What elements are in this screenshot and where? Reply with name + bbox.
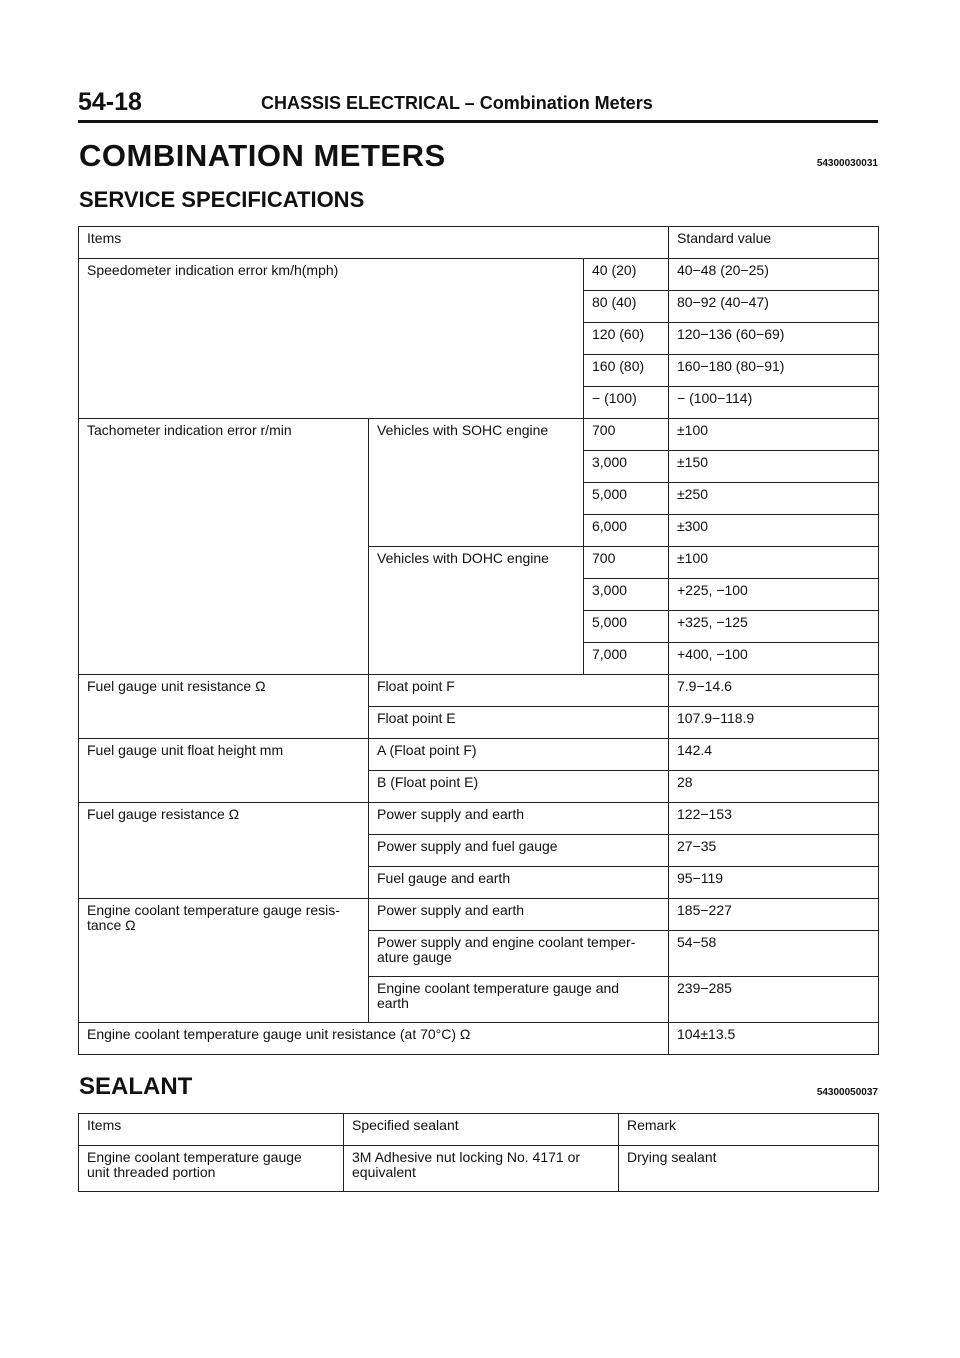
spec-standard-value: 185−227 (669, 899, 879, 931)
spec-standard-value: ±100 (669, 547, 879, 579)
sealant-col-specified: Specified sealant (344, 1114, 619, 1146)
spec-table-body (79, 227, 879, 1055)
spec-row (79, 419, 879, 451)
spec-item: Fuel gauge unit resistance Ω (79, 675, 369, 739)
spec-standard-value: 80−92 (40−47) (669, 291, 879, 323)
sealant-table-body (79, 1114, 879, 1192)
spec-reading: − (100) (584, 387, 669, 419)
spec-item: Speedometer indication error km/h(mph) (79, 259, 584, 419)
spec-standard-value: − (100−114) (669, 387, 879, 419)
spec-reading: 120 (60) (584, 323, 669, 355)
spec-condition: B (Float point E) (369, 771, 669, 803)
spec-standard-value: 104±13.5 (669, 1023, 879, 1055)
spec-item: Fuel gauge unit float height mm (79, 739, 369, 803)
spec-standard-value: 40−48 (20−25) (669, 259, 879, 291)
spec-condition: Vehicles with DOHC engine (369, 547, 584, 675)
sealant-ref-code: 54300050037 (816, 1087, 878, 1098)
spec-item: Tachometer indication error r/min (79, 419, 369, 675)
spec-reading: 6,000 (584, 515, 669, 547)
spec-row (79, 803, 879, 835)
sealant-col-items: Items (79, 1114, 344, 1146)
spec-item: Engine coolant temperature gauge unit resistance (at 70°C) Ω (79, 1023, 669, 1055)
sealant-header-row (79, 1114, 879, 1146)
sealant-heading: SEALANT (79, 1073, 193, 1100)
section-title: CHASSIS ELECTRICAL – Combination Meters (261, 93, 653, 113)
title-ref-code: 54300030031 (816, 158, 878, 169)
spec-standard-value: +225, −100 (669, 579, 879, 611)
sealant-specified: 3M Adhesive nut locking No. 4171 or equivalent (344, 1146, 619, 1192)
spec-row (79, 899, 879, 931)
sealant-remark: Drying sealant (619, 1146, 879, 1192)
spec-row (79, 1023, 879, 1055)
spec-standard-value: 239−285 (669, 977, 879, 1023)
spec-item: Fuel gauge resistance Ω (79, 803, 369, 899)
spec-reading: 7,000 (584, 643, 669, 675)
spec-standard-value: 122−153 (669, 803, 879, 835)
spec-standard-value: +400, −100 (669, 643, 879, 675)
page-number: 54-18 (78, 88, 142, 116)
spec-row (79, 739, 879, 771)
spec-reading: 3,000 (584, 451, 669, 483)
spec-reading: 700 (584, 419, 669, 451)
spec-reading: 3,000 (584, 579, 669, 611)
spec-standard-value: 28 (669, 771, 879, 803)
spec-standard-value: ±100 (669, 419, 879, 451)
spec-condition: Power supply and fuel gauge (369, 835, 669, 867)
spec-standard-value: ±300 (669, 515, 879, 547)
spec-standard-value: ±250 (669, 483, 879, 515)
spec-condition: Power supply and earth (369, 899, 669, 931)
spec-standard-value: 142.4 (669, 739, 879, 771)
spec-standard-value: 54−58 (669, 931, 879, 977)
spec-reading: 5,000 (584, 611, 669, 643)
col-header-standard-value: Standard value (669, 227, 879, 259)
spec-reading: 700 (584, 547, 669, 579)
spec-standard-value: ±150 (669, 451, 879, 483)
spec-reading: 80 (40) (584, 291, 669, 323)
service-specifications-heading: SERVICE SPECIFICATIONS (79, 187, 365, 212)
sealant-row (79, 1146, 879, 1192)
spec-condition: Fuel gauge and earth (369, 867, 669, 899)
spec-condition: A (Float point F) (369, 739, 669, 771)
header-rule (78, 120, 878, 123)
service-specifications-table (78, 226, 879, 1055)
sealant-table (78, 1113, 879, 1192)
page-title: COMBINATION METERS (79, 138, 446, 173)
spec-condition: Vehicles with SOHC engine (369, 419, 584, 547)
spec-standard-value: 107.9−118.9 (669, 707, 879, 739)
sealant-item: Engine coolant temperature gauge unit threaded portion (79, 1146, 344, 1192)
page-header (78, 88, 878, 118)
spec-standard-value: 160−180 (80−91) (669, 355, 879, 387)
spec-condition: Float point E (369, 707, 669, 739)
spec-item: Engine coolant temperature gauge resis- tance Ω (79, 899, 369, 1023)
spec-row (79, 259, 879, 291)
spec-reading: 160 (80) (584, 355, 669, 387)
spec-standard-value: +325, −125 (669, 611, 879, 643)
spec-condition: Power supply and engine coolant temper- ature gauge (369, 931, 669, 977)
spec-condition: Float point F (369, 675, 669, 707)
spec-reading: 40 (20) (584, 259, 669, 291)
spec-standard-value: 7.9−14.6 (669, 675, 879, 707)
spec-condition: Power supply and earth (369, 803, 669, 835)
spec-row (79, 675, 879, 707)
col-header-items: Items (79, 227, 669, 259)
spec-standard-value: 95−119 (669, 867, 879, 899)
spec-standard-value: 27−35 (669, 835, 879, 867)
spec-reading: 5,000 (584, 483, 669, 515)
spec-standard-value: 120−136 (60−69) (669, 323, 879, 355)
sealant-col-remark: Remark (619, 1114, 879, 1146)
spec-condition: Engine coolant temperature gauge and earth (369, 977, 669, 1023)
spec-header-row (79, 227, 879, 259)
